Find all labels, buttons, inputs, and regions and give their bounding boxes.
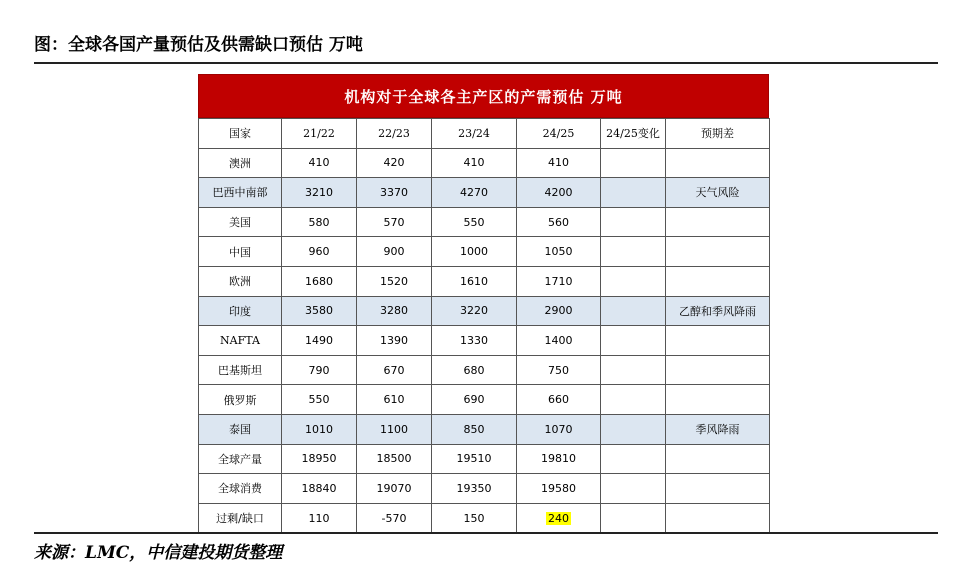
value-cell: 790 [282,355,357,385]
value-cell: 3580 [282,296,357,326]
table-row [199,266,770,296]
value-cell: 3220 [432,296,517,326]
table-row [199,385,770,415]
value-cell: 550 [432,207,517,237]
value-cell: 1390 [357,326,432,356]
row-label: 巴基斯坦 [199,355,282,385]
value-cell: 420 [357,148,432,178]
expectation-gap-cell [666,355,770,385]
value-cell: 560 [517,207,601,237]
forecast-table-panel [198,74,769,526]
table-row [199,207,770,237]
expectation-gap-cell [666,207,770,237]
value-cell [517,503,601,533]
figure-title: 图：全球各国产量预估及供需缺口预估 万吨 [34,35,363,55]
value-cell: 550 [282,385,357,415]
value-cell: 750 [517,355,601,385]
value-cell: 690 [432,385,517,415]
source-note: 来源：LMC，中信建投期货整理 [34,543,283,563]
value-cell: 19070 [357,474,432,504]
row-label: 欧洲 [199,266,282,296]
value-cell: 4200 [517,178,601,208]
value-cell: 410 [517,148,601,178]
expectation-gap-cell [666,266,770,296]
table-banner: 机构对于全球各主产区的产需预估 万吨 [198,74,769,118]
value-cell [601,266,666,296]
row-label: 巴西中南部 [199,178,282,208]
value-cell [601,296,666,326]
value-cell: 580 [282,207,357,237]
value-cell [601,474,666,504]
value-cell: 1710 [517,266,601,296]
expectation-gap-cell: 乙醇和季风降雨 [666,296,770,326]
expectation-gap-cell: 季风降雨 [666,414,770,444]
value-cell: 19350 [432,474,517,504]
row-label: 全球消费 [199,474,282,504]
row-label: 俄罗斯 [199,385,282,415]
expectation-gap-cell [666,474,770,504]
value-cell: 18950 [282,444,357,474]
expectation-gap-cell [666,444,770,474]
value-cell [601,503,666,533]
value-cell [601,178,666,208]
value-cell: 1100 [357,414,432,444]
value-cell: 4270 [432,178,517,208]
bottom-divider [34,532,938,534]
value-cell [601,385,666,415]
value-cell: 1000 [432,237,517,267]
column-header: 预期差 [666,119,770,149]
value-cell: 2900 [517,296,601,326]
value-cell: 19580 [517,474,601,504]
value-cell: 3370 [357,178,432,208]
row-label: 印度 [199,296,282,326]
row-label: 过剩/缺口 [199,503,282,533]
table-row [199,237,770,267]
value-cell [601,207,666,237]
table-row [199,474,770,504]
value-cell [601,414,666,444]
value-cell: 680 [432,355,517,385]
row-label: 美国 [199,207,282,237]
row-label: NAFTA [199,326,282,356]
expectation-gap-cell [666,326,770,356]
value-cell: 410 [432,148,517,178]
value-cell: 1050 [517,237,601,267]
value-cell: 1610 [432,266,517,296]
value-cell: 410 [282,148,357,178]
table-row [199,355,770,385]
value-cell: 660 [517,385,601,415]
table-row [199,503,770,533]
value-cell [601,148,666,178]
forecast-table [198,118,770,533]
header-row [199,119,770,149]
expectation-gap-cell [666,148,770,178]
top-divider [34,62,938,64]
value-cell: 1070 [517,414,601,444]
row-label: 泰国 [199,414,282,444]
value-cell: 3210 [282,178,357,208]
value-cell: 1330 [432,326,517,356]
value-cell: 900 [357,237,432,267]
value-cell: 670 [357,355,432,385]
value-cell: 19810 [517,444,601,474]
value-cell: 1400 [517,326,601,356]
row-label: 全球产量 [199,444,282,474]
value-cell: 1680 [282,266,357,296]
expectation-gap-cell [666,385,770,415]
column-header: 21/22 [282,119,357,149]
column-header: 23/24 [432,119,517,149]
value-cell: 1010 [282,414,357,444]
table-row [199,178,770,208]
value-cell: 150 [432,503,517,533]
value-cell [601,326,666,356]
table-row [199,414,770,444]
value-cell: 18840 [282,474,357,504]
value-cell: 18500 [357,444,432,474]
table-row [199,444,770,474]
table-row [199,326,770,356]
table-row [199,148,770,178]
row-label: 澳洲 [199,148,282,178]
value-cell: 610 [357,385,432,415]
value-cell: 19510 [432,444,517,474]
column-header: 国家 [199,119,282,149]
row-label: 中国 [199,237,282,267]
value-cell [601,444,666,474]
value-cell: 960 [282,237,357,267]
value-cell: 850 [432,414,517,444]
column-header: 24/25变化 [601,119,666,149]
value-cell: 110 [282,503,357,533]
value-cell: 570 [357,207,432,237]
value-cell: 1520 [357,266,432,296]
table-row [199,296,770,326]
value-cell [601,237,666,267]
expectation-gap-cell [666,237,770,267]
value-cell: 3280 [357,296,432,326]
column-header: 24/25 [517,119,601,149]
value-cell [601,355,666,385]
value-cell: 1490 [282,326,357,356]
column-header: 22/23 [357,119,432,149]
value-cell: -570 [357,503,432,533]
expectation-gap-cell [666,503,770,533]
expectation-gap-cell: 天气风险 [666,178,770,208]
highlighted-value: 240 [548,511,569,525]
